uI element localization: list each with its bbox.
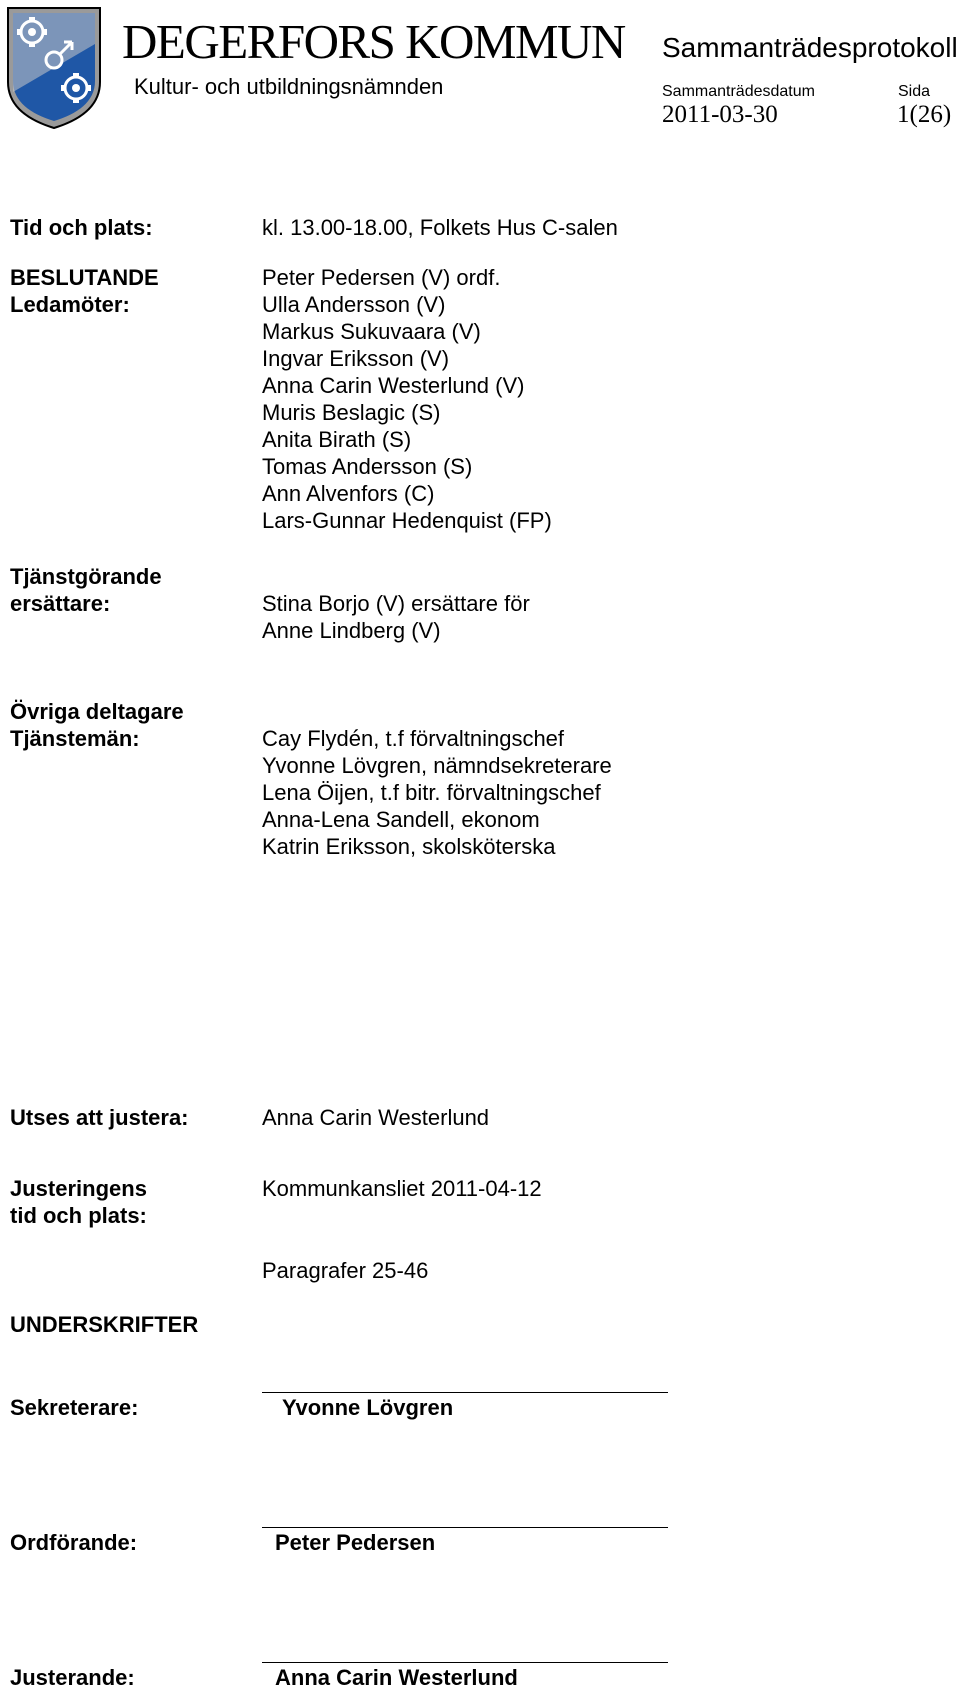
others-label-line-2: Tjänstemän: [10, 726, 140, 751]
time-place-label: Tid och plats: [10, 215, 153, 240]
municipal-crest-logo [4, 4, 104, 130]
deciding-label [10, 264, 159, 318]
deciding-label-line-1: BESLUTANDE [10, 265, 159, 290]
official-item: Anna-Lena Sandell, ekonom [262, 807, 540, 832]
member-item: Ann Alvenfors (C) [262, 481, 435, 506]
secretary-label: Sekreterare: [10, 1395, 139, 1420]
adjuster-value: Anna Carin Westerlund [262, 1105, 490, 1130]
substitutes-label-line-2: ersättare: [10, 591, 111, 616]
others-label [10, 698, 184, 752]
chair-label: Ordförande: [10, 1530, 138, 1555]
secretary-signature-line [262, 1392, 668, 1393]
municipality-name: DEGERFORS KOMMUN [122, 14, 625, 69]
official-item: Lena Öijen, t.f bitr. förvaltningschef [262, 780, 601, 805]
member-item: Muris Beslagic (S) [262, 400, 441, 425]
page-number: 1(26) [897, 101, 952, 128]
chair-signature-line [262, 1527, 668, 1528]
chair-name: Peter Pedersen [275, 1530, 436, 1555]
member-item: Lars-Gunnar Hedenquist (FP) [262, 508, 552, 533]
member-item: Markus Sukuvaara (V) [262, 319, 481, 344]
adjuster-signature-name: Anna Carin Westerlund [275, 1665, 518, 1690]
adjuster-signature-label: Justerande: [10, 1665, 135, 1690]
member-item: Peter Pedersen (V) ordf. [262, 265, 501, 290]
substitutes-list [262, 590, 530, 644]
substitute-item: Stina Borjo (V) ersättare för [262, 591, 530, 616]
member-item: Ulla Andersson (V) [262, 292, 446, 317]
official-item: Cay Flydén, t.f förvaltningschef [262, 726, 565, 751]
substitutes-label [10, 563, 162, 617]
others-label-line-1: Övriga deltagare [10, 699, 184, 724]
document-type: Sammanträdesprotokoll [662, 32, 958, 63]
meeting-date-value: 2011-03-30 [662, 101, 778, 128]
adjuster-label: Utses att justera: [10, 1105, 189, 1130]
meeting-date-label: Sammanträdesdatum [662, 83, 815, 100]
adjustment-label [10, 1175, 147, 1229]
official-item: Katrin Eriksson, skolsköterska [262, 834, 556, 859]
secretary-name: Yvonne Lövgren [282, 1395, 454, 1420]
substitute-item: Anne Lindberg (V) [262, 618, 441, 643]
adjuster-signature-line [262, 1662, 668, 1663]
deciding-members-list [262, 264, 552, 534]
paragraphs-range: Paragrafer 25-46 [262, 1258, 429, 1283]
time-place-value: kl. 13.00-18.00, Folkets Hus C-salen [262, 215, 618, 240]
adjustment-label-line-2: tid och plats: [10, 1203, 147, 1228]
member-item: Ingvar Eriksson (V) [262, 346, 450, 371]
committee-name: Kultur- och utbildningsnämnden [134, 74, 444, 99]
official-item: Yvonne Lövgren, nämndsekreterare [262, 753, 612, 778]
deciding-label-line-2: Ledamöter: [10, 292, 130, 317]
signatures-heading: UNDERSKRIFTER [10, 1312, 199, 1337]
member-item: Anna Carin Westerlund (V) [262, 373, 525, 398]
page-label: Sida [898, 83, 931, 100]
member-item: Anita Birath (S) [262, 427, 412, 452]
officials-list [262, 725, 612, 860]
adjustment-value: Kommunkansliet 2011-04-12 [262, 1176, 542, 1201]
member-item: Tomas Andersson (S) [262, 454, 473, 479]
adjustment-label-line-1: Justeringens [10, 1176, 147, 1201]
substitutes-label-line-1: Tjänstgörande [10, 564, 162, 589]
